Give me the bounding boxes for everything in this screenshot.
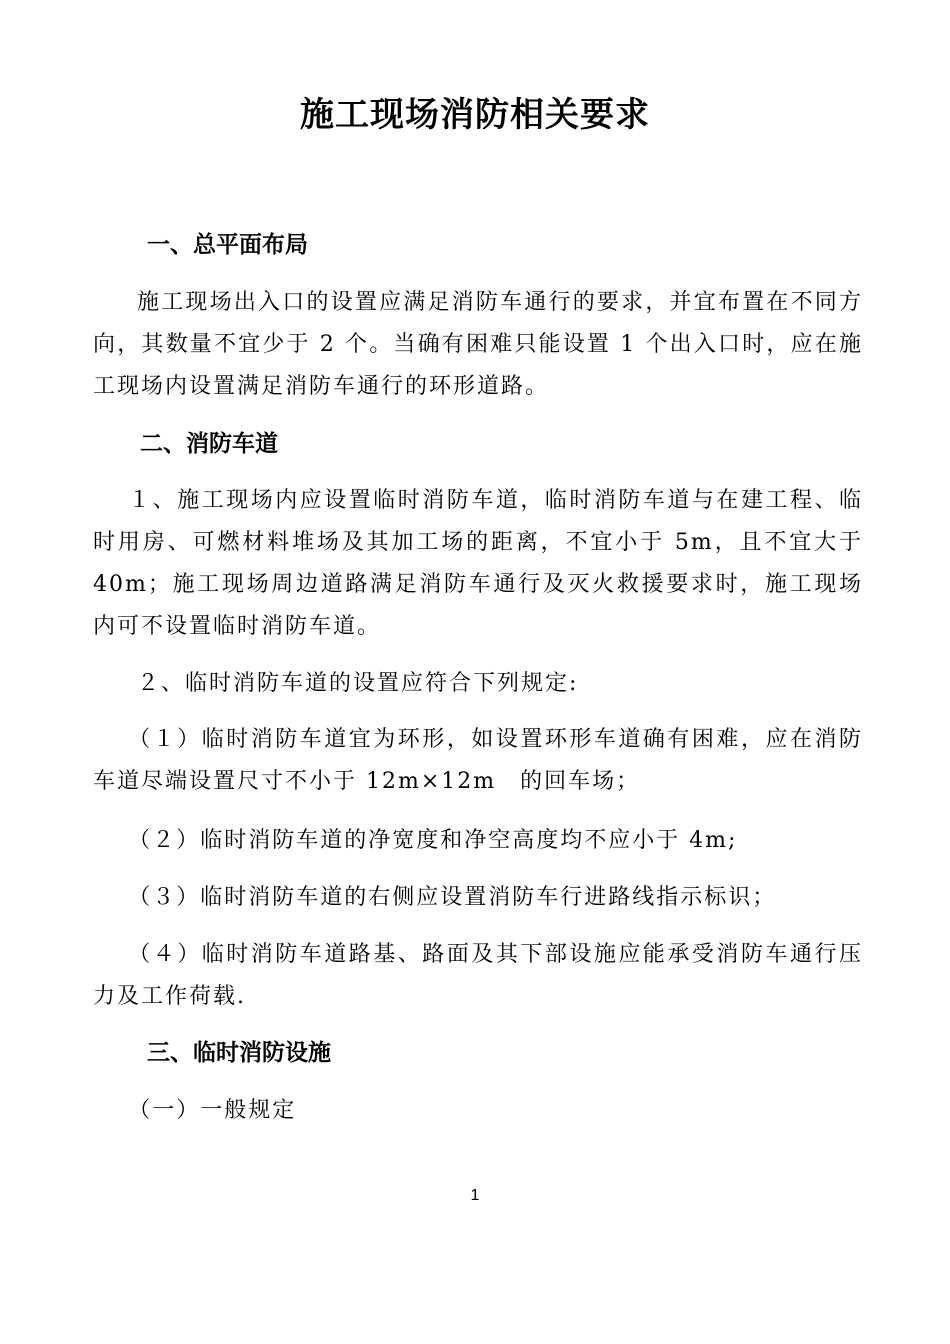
subsection-heading-general: （一）一般规定 <box>128 1098 297 1123</box>
document-title: 施工现场消防相关要求 <box>300 95 650 135</box>
section-heading-layout: 一、总平面布局 <box>147 232 308 258</box>
sub-item-3: （３）临时消防车道的右侧应设置消防车行进路线指示标识； <box>128 885 777 910</box>
section-heading-fire-facilities: 三、临时消防设施 <box>147 1040 331 1066</box>
sub-item-4: （４）临时消防车道路基、路面及其下部设施应能承受消防车通行压力及工作荷载. <box>93 942 863 1009</box>
sub-item-1: （１）临时消防车道宜为环形，如设置环形车道确有困难，应在消防车道尽端设置尺寸不小于 12m×12m 的回车场； <box>93 727 863 794</box>
section-heading-fire-lanes: 二、消防车道 <box>140 431 278 457</box>
sub-item-2: （２）临时消防车道的净宽度和净空高度均不应小于 4m; <box>128 828 738 853</box>
page-number: 1 <box>470 1187 480 1204</box>
section-paragraph-layout: 施工现场出入口的设置应满足消防车通行的要求，并宜布置在不同方向，其数量不宜少于 2 个。当确有困难只能设置 1 个出入口时，应在施工现场内设置满足消防车通行的环形道路。 <box>93 290 863 399</box>
list-item-2: ２、临时消防车道的设置应符合下列规定: <box>137 671 579 696</box>
list-item-1: １、施工现场内应设置临时消防车道，临时消防车道与在建工程、临时用房、可燃材料堆场及其加工场的距离，不宜小于 5m，且不宜大于 40m；施工现场周边道路满足消防车通行及灭火救援要求时，施工现场内可不设置临时消防车道。 <box>93 488 863 639</box>
